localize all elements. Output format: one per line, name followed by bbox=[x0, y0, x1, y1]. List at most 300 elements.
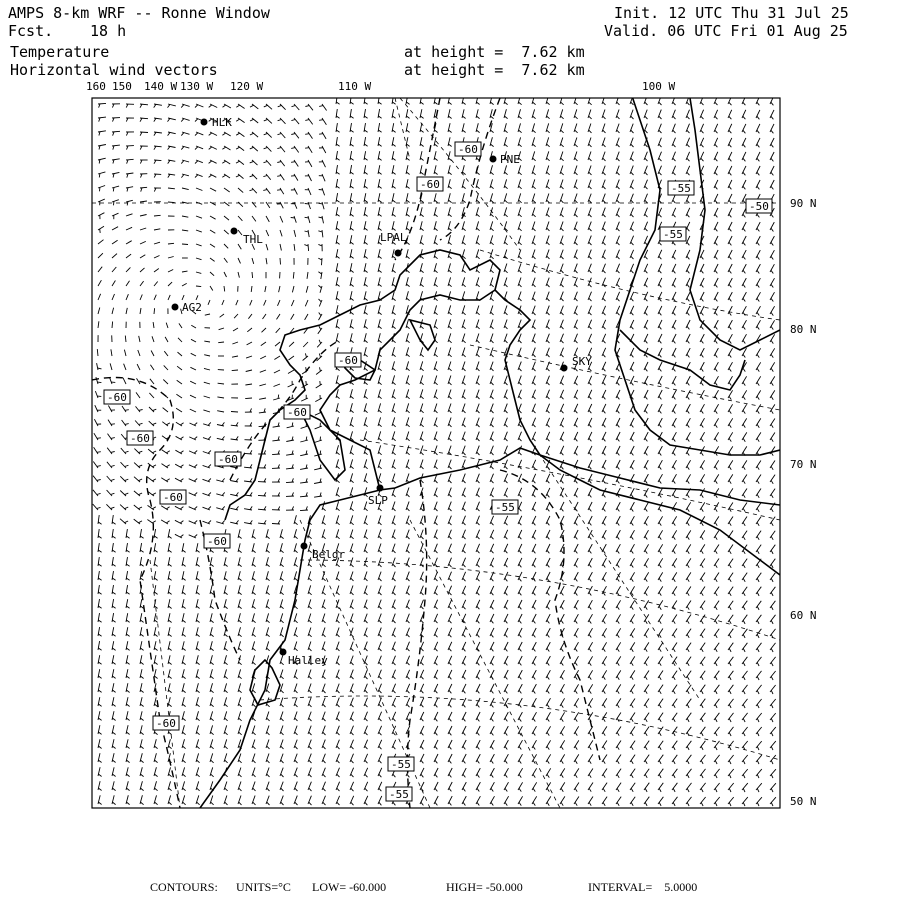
wind-vector bbox=[126, 254, 131, 258]
wind-barb bbox=[589, 452, 592, 455]
wind-vector bbox=[314, 496, 322, 497]
wind-vector bbox=[252, 272, 253, 278]
wind-vector bbox=[728, 671, 733, 678]
wind-barb bbox=[589, 676, 591, 679]
wind-vector bbox=[616, 670, 621, 678]
station-marker-halley bbox=[280, 649, 287, 656]
wind-barb bbox=[421, 746, 424, 749]
wind-vector bbox=[686, 530, 691, 538]
wind-barb bbox=[250, 105, 254, 107]
wind-barb bbox=[111, 452, 115, 453]
wind-barb bbox=[701, 634, 703, 637]
wind-barb bbox=[771, 284, 773, 287]
wind-barb bbox=[379, 760, 382, 763]
wind-barb bbox=[154, 104, 156, 107]
wind-barb bbox=[350, 270, 353, 273]
wind-vector bbox=[616, 642, 621, 650]
wind-vector bbox=[700, 362, 704, 370]
wind-barb bbox=[589, 186, 592, 189]
wind-barb bbox=[379, 690, 382, 693]
wind-barb bbox=[491, 228, 494, 231]
wind-barb bbox=[421, 774, 424, 777]
wind-barb bbox=[351, 578, 354, 581]
wind-barb bbox=[687, 620, 689, 623]
wind-barb bbox=[392, 186, 395, 188]
wind-barb bbox=[659, 620, 661, 623]
wind-vector bbox=[210, 244, 215, 247]
wind-vector bbox=[274, 356, 280, 360]
wind-barb bbox=[182, 578, 185, 580]
wind-barb bbox=[379, 606, 382, 609]
wind-vector bbox=[700, 685, 705, 692]
wind-barb bbox=[491, 144, 494, 147]
wind-barb bbox=[141, 746, 144, 749]
wind-barb bbox=[392, 158, 395, 160]
wind-barb bbox=[491, 424, 494, 427]
wind-vector bbox=[658, 446, 662, 454]
wind-vector bbox=[742, 531, 747, 538]
wind-barb bbox=[533, 606, 536, 609]
wind-vector bbox=[602, 432, 606, 440]
wind-barb bbox=[505, 676, 508, 679]
wind-barb bbox=[589, 396, 592, 399]
station-label-belgr: Belgr bbox=[312, 548, 346, 561]
wind-vector bbox=[532, 614, 536, 622]
wind-barb bbox=[197, 634, 200, 637]
wind-vector bbox=[658, 390, 662, 398]
wind-barb bbox=[236, 422, 238, 426]
wind-barb bbox=[701, 592, 703, 595]
wind-vector bbox=[98, 103, 106, 104]
wind-barb bbox=[463, 578, 466, 581]
wind-barb bbox=[617, 270, 620, 273]
wind-vector bbox=[247, 342, 252, 345]
wind-barb bbox=[631, 228, 634, 231]
wind-barb bbox=[208, 479, 211, 482]
wind-vector bbox=[490, 740, 494, 748]
wind-vector bbox=[756, 292, 761, 300]
wind-vector bbox=[315, 426, 322, 429]
wind-barb bbox=[278, 436, 279, 440]
wind-barb bbox=[379, 620, 382, 623]
wind-barb bbox=[435, 270, 438, 273]
contour-label bbox=[160, 490, 186, 504]
wind-vector bbox=[714, 516, 719, 524]
wind-vector bbox=[714, 727, 720, 734]
wind-vector bbox=[574, 726, 579, 734]
wind-vector bbox=[616, 727, 621, 735]
wind-barb bbox=[477, 578, 480, 581]
wind-barb bbox=[421, 620, 424, 623]
wind-barb bbox=[197, 774, 200, 777]
wind-vector bbox=[182, 271, 188, 272]
wind-barb bbox=[379, 536, 382, 539]
wind-barb bbox=[743, 172, 746, 175]
wind-barb bbox=[236, 147, 240, 149]
wind-barb bbox=[659, 550, 661, 553]
wind-barb bbox=[575, 284, 578, 287]
wind-vector bbox=[630, 685, 635, 693]
wind-barb bbox=[393, 424, 396, 427]
wind-vector bbox=[291, 314, 294, 320]
wind-barb bbox=[365, 536, 368, 539]
wind-barb bbox=[491, 802, 493, 805]
wind-barb bbox=[533, 410, 536, 413]
wind-barb bbox=[533, 746, 535, 749]
wind-barb bbox=[407, 382, 410, 385]
wind-vector bbox=[154, 308, 155, 314]
wind-barb bbox=[448, 102, 451, 105]
wind-barb bbox=[463, 284, 466, 287]
wind-barb bbox=[365, 634, 368, 637]
wind-vector bbox=[238, 160, 244, 165]
wind-barb bbox=[112, 690, 115, 692]
wind-barb bbox=[181, 147, 184, 150]
wind-vector bbox=[686, 629, 691, 636]
wind-barb bbox=[364, 256, 367, 259]
wind-vector bbox=[252, 216, 256, 221]
wind-barb bbox=[729, 200, 732, 203]
wind-barb bbox=[533, 662, 535, 665]
wind-vector bbox=[165, 337, 168, 342]
wind-barb bbox=[379, 326, 382, 329]
wind-vector bbox=[756, 587, 761, 594]
wind-barb bbox=[208, 451, 211, 454]
wind-vector bbox=[448, 670, 452, 678]
wind-barb bbox=[589, 690, 591, 693]
wind-barb bbox=[264, 147, 268, 148]
wind-barb bbox=[659, 536, 661, 539]
wind-vector bbox=[700, 460, 705, 468]
wind-barb bbox=[673, 452, 675, 455]
wind-barb bbox=[183, 620, 186, 622]
wind-barb bbox=[519, 116, 522, 119]
wind-barb bbox=[757, 214, 760, 217]
wind-vector bbox=[238, 258, 241, 263]
wind-vector bbox=[602, 642, 607, 650]
wind-vector bbox=[700, 530, 705, 538]
wind-barb bbox=[113, 146, 114, 150]
wind-vector bbox=[714, 390, 719, 398]
wind-vector bbox=[644, 376, 648, 384]
wind-barb bbox=[757, 733, 759, 737]
wind-barb bbox=[757, 718, 759, 722]
wind-barb bbox=[435, 718, 438, 721]
wind-barb bbox=[645, 536, 647, 539]
wind-barb bbox=[435, 396, 438, 399]
wind-vector bbox=[280, 132, 285, 138]
wind-barb bbox=[673, 256, 676, 259]
wind-barb bbox=[687, 438, 689, 441]
wind-vector bbox=[275, 342, 280, 346]
wind-barb bbox=[575, 788, 577, 791]
field-name-temperature: Temperature bbox=[10, 43, 110, 61]
coastlines bbox=[200, 90, 780, 808]
wind-vector bbox=[658, 544, 663, 552]
contour-labels bbox=[104, 142, 772, 801]
wind-barb bbox=[687, 788, 689, 792]
wind-barb bbox=[701, 144, 704, 147]
wind-vector bbox=[504, 754, 508, 762]
wind-vector bbox=[630, 418, 634, 426]
wind-barb bbox=[687, 270, 690, 273]
wind-vector bbox=[126, 173, 133, 174]
wind-vector bbox=[728, 124, 732, 132]
wind-barb bbox=[435, 368, 438, 371]
wind-barb bbox=[673, 578, 675, 581]
wind-barb bbox=[533, 564, 536, 567]
wind-barb bbox=[645, 662, 647, 665]
wind-vector bbox=[742, 124, 746, 132]
wind-barb bbox=[407, 620, 410, 623]
wind-barb bbox=[295, 522, 298, 525]
wind-barb bbox=[547, 270, 550, 273]
wind-barb bbox=[98, 732, 101, 734]
wind-barb bbox=[715, 172, 718, 175]
wind-barb bbox=[589, 158, 592, 161]
wind-barb bbox=[575, 382, 578, 385]
wind-barb bbox=[309, 788, 312, 791]
lat-labels bbox=[790, 197, 817, 808]
wind-barb bbox=[126, 104, 128, 108]
wind-vector bbox=[448, 642, 452, 650]
wind-vector bbox=[770, 489, 775, 496]
wind-vector bbox=[286, 468, 294, 469]
wind-barb bbox=[673, 382, 676, 385]
wind-barb bbox=[197, 606, 200, 608]
wind-barb bbox=[435, 662, 438, 665]
wind-barb bbox=[701, 326, 704, 329]
wind-barb bbox=[673, 760, 675, 764]
wind-barb bbox=[180, 451, 183, 453]
station-label-slp: SLP bbox=[368, 494, 388, 507]
wind-barb bbox=[435, 158, 438, 160]
wind-barb bbox=[319, 340, 321, 344]
wind-vector bbox=[742, 601, 747, 608]
wind-barb bbox=[547, 354, 550, 357]
wind-barb bbox=[715, 788, 717, 792]
wind-vector bbox=[658, 671, 663, 679]
wind-barb bbox=[365, 606, 368, 609]
wind-vector bbox=[588, 558, 592, 566]
wind-barb bbox=[533, 340, 536, 343]
wind-vector bbox=[672, 432, 676, 440]
wind-barb bbox=[267, 606, 270, 609]
wind-barb bbox=[561, 326, 564, 329]
wind-barb bbox=[250, 464, 252, 468]
wind-barb bbox=[141, 174, 143, 178]
wind-vector bbox=[714, 601, 719, 608]
wind-barb bbox=[617, 788, 619, 791]
wind-barb bbox=[715, 592, 717, 596]
wind-vector bbox=[602, 362, 606, 370]
wind-vector bbox=[97, 349, 98, 356]
wind-barb bbox=[195, 147, 198, 150]
wind-barb bbox=[379, 382, 382, 385]
wind-vector bbox=[560, 446, 564, 454]
wind-barb bbox=[701, 508, 703, 511]
wind-barb bbox=[337, 564, 340, 567]
wind-barb bbox=[519, 508, 522, 511]
wind-barb bbox=[305, 148, 309, 149]
wind-vector bbox=[630, 670, 635, 678]
wind-barb bbox=[771, 704, 773, 708]
wind-vector bbox=[490, 754, 494, 762]
wind-barb bbox=[533, 480, 536, 483]
wind-barb bbox=[435, 480, 438, 483]
wind-barb bbox=[561, 550, 564, 553]
wind-barb bbox=[519, 396, 522, 399]
wind-barb bbox=[112, 634, 115, 636]
wind-barb bbox=[350, 214, 353, 216]
wind-barb bbox=[743, 536, 745, 540]
wind-barb bbox=[365, 298, 368, 300]
wind-barb bbox=[519, 536, 522, 539]
wind-barb bbox=[364, 144, 367, 146]
lon-label-110w: 110 W bbox=[338, 80, 372, 93]
wind-barb bbox=[589, 620, 591, 623]
wind-barb bbox=[589, 802, 591, 805]
wind-barb bbox=[211, 802, 214, 805]
wind-vector bbox=[756, 138, 760, 146]
wind-vector bbox=[686, 615, 691, 623]
wind-barb bbox=[617, 242, 620, 245]
wind-barb bbox=[393, 354, 396, 357]
wind-barb bbox=[729, 718, 731, 722]
wind-barb bbox=[715, 620, 717, 623]
wind-vector bbox=[574, 516, 578, 524]
wind-barb bbox=[309, 606, 312, 609]
wind-barb bbox=[491, 718, 494, 721]
wind-vector bbox=[602, 586, 607, 594]
wind-vector bbox=[644, 488, 648, 496]
wind-barb bbox=[505, 578, 508, 581]
wind-barb bbox=[292, 464, 293, 468]
wind-vector bbox=[126, 214, 133, 216]
wind-barb bbox=[319, 299, 322, 302]
wind-vector bbox=[308, 216, 310, 223]
wind-barb bbox=[561, 242, 564, 245]
wind-barb bbox=[561, 774, 563, 777]
wind-vector bbox=[532, 558, 536, 566]
wind-vector bbox=[658, 516, 663, 524]
wind-barb bbox=[323, 564, 326, 567]
wind-vector bbox=[588, 572, 592, 580]
wind-vector bbox=[252, 118, 258, 123]
wind-barb bbox=[97, 382, 101, 383]
wind-barb bbox=[603, 522, 606, 525]
wind-vector bbox=[140, 132, 148, 133]
wind-barb bbox=[701, 718, 703, 722]
wind-barb bbox=[757, 298, 759, 301]
wind-barb bbox=[435, 242, 438, 245]
wind-barb bbox=[319, 354, 320, 358]
lat-label-70n: 70 N bbox=[790, 458, 817, 471]
wind-barb bbox=[463, 662, 466, 665]
wind-barb bbox=[239, 634, 242, 637]
wind-barb bbox=[435, 172, 438, 174]
wind-barb bbox=[278, 506, 280, 510]
wind-vector bbox=[574, 783, 579, 791]
wind-vector bbox=[770, 362, 775, 370]
wind-barb bbox=[701, 662, 703, 665]
wind-barb bbox=[687, 718, 689, 722]
wind-vector bbox=[588, 740, 593, 748]
wind-barb bbox=[183, 634, 186, 636]
wind-barb bbox=[603, 298, 606, 301]
wind-barb bbox=[253, 620, 256, 623]
wind-barb bbox=[729, 382, 731, 385]
wind-barb bbox=[757, 676, 759, 680]
wind-barb bbox=[421, 522, 424, 525]
wind-vector bbox=[126, 308, 127, 314]
wind-barb bbox=[281, 802, 284, 805]
wind-barb bbox=[463, 536, 466, 539]
wind-barb bbox=[449, 774, 452, 777]
wind-barb bbox=[701, 522, 703, 525]
wind-barb bbox=[309, 578, 312, 581]
wind-vector bbox=[279, 286, 280, 292]
wind-vector bbox=[305, 314, 308, 320]
wind-barb bbox=[519, 438, 522, 441]
wind-barb bbox=[169, 648, 172, 650]
wind-barb bbox=[295, 746, 298, 749]
wind-vector bbox=[574, 558, 578, 566]
wind-barb bbox=[210, 550, 213, 552]
wind-barb bbox=[305, 106, 309, 107]
wind-vector bbox=[630, 783, 635, 790]
wind-barb bbox=[225, 648, 228, 651]
wind-barb bbox=[152, 479, 156, 481]
wind-barb bbox=[393, 452, 396, 455]
wind-barb bbox=[533, 354, 536, 357]
svg-text:-60: -60 bbox=[156, 717, 176, 730]
wind-vector bbox=[588, 460, 592, 468]
wind-barb bbox=[98, 592, 101, 594]
wind-barb bbox=[561, 606, 563, 609]
wind-barb bbox=[197, 704, 200, 707]
wind-barb bbox=[407, 298, 410, 301]
wind-barb bbox=[547, 172, 550, 175]
wind-barb bbox=[673, 634, 675, 637]
wind-vector bbox=[140, 118, 148, 119]
wind-barb bbox=[617, 578, 619, 581]
wind-barb bbox=[211, 606, 214, 609]
wind-barb bbox=[337, 746, 340, 749]
wind-barb bbox=[561, 620, 563, 623]
wind-barb bbox=[631, 746, 633, 750]
wind-barb bbox=[421, 256, 424, 259]
wind-vector bbox=[490, 628, 494, 636]
wind-barb bbox=[757, 382, 759, 385]
wind-vector bbox=[714, 194, 718, 202]
wind-vector bbox=[560, 740, 565, 748]
wind-vector bbox=[434, 712, 438, 720]
wind-barb bbox=[111, 479, 115, 480]
wind-barb bbox=[701, 130, 704, 133]
wind-barb bbox=[351, 508, 354, 511]
wind-vector bbox=[728, 587, 733, 594]
wind-barb bbox=[771, 144, 774, 147]
wind-vector bbox=[108, 434, 113, 440]
wind-barb bbox=[645, 298, 648, 301]
wind-barb bbox=[99, 774, 102, 776]
wind-barb bbox=[318, 244, 322, 246]
wind-barb bbox=[477, 312, 480, 315]
wind-vector bbox=[742, 475, 747, 483]
wind-barb bbox=[336, 284, 339, 286]
wind-barb bbox=[687, 242, 690, 245]
